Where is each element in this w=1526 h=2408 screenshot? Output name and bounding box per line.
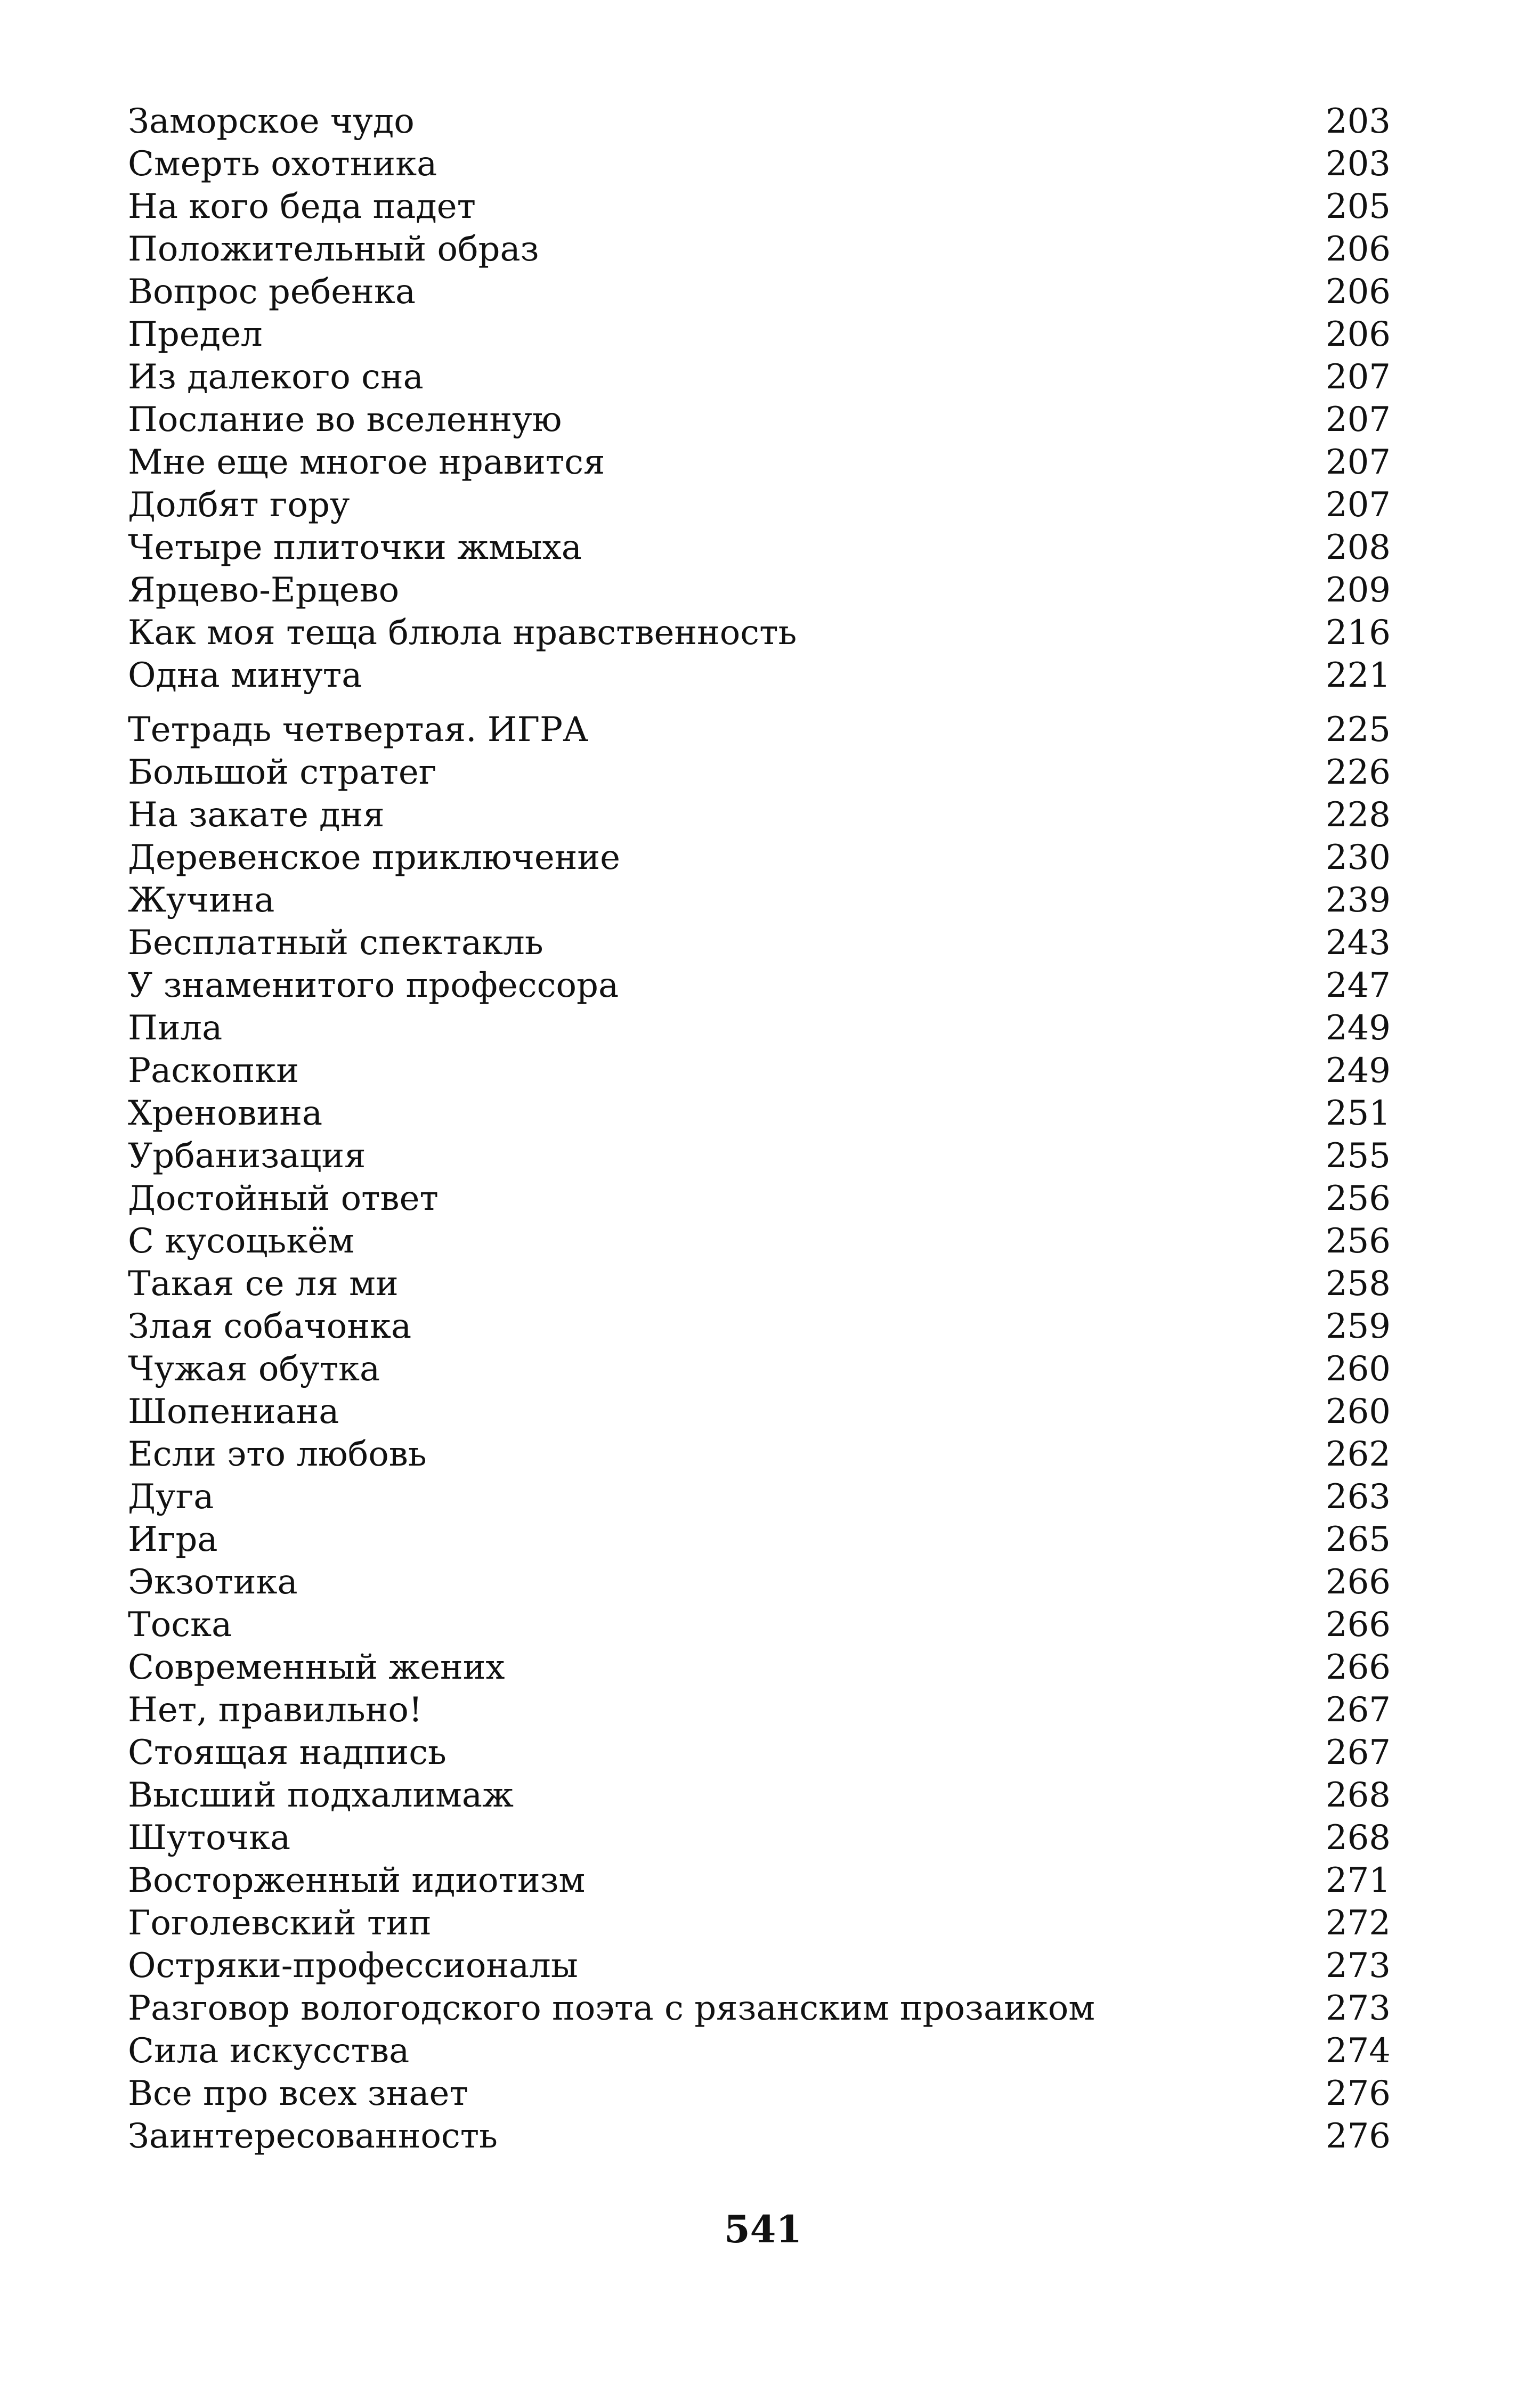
toc-entry — [128, 709, 1391, 751]
toc-entry-title: Вопрос ребенка — [128, 272, 416, 312]
toc-entry — [128, 271, 1391, 313]
toc-entry — [128, 922, 1391, 964]
toc-entry — [128, 2072, 1391, 2115]
toc-entry-title: Шопениана — [128, 1392, 339, 1431]
toc-entry-page: 206 — [1325, 272, 1391, 312]
toc-entry — [128, 143, 1391, 185]
toc-entry — [128, 228, 1391, 271]
toc-entry-page: 207 — [1325, 485, 1391, 525]
toc-entry-page: 276 — [1325, 2074, 1391, 2113]
toc-entry-title: Остряки-профессионалы — [128, 1946, 578, 1986]
toc-entry — [128, 1859, 1391, 1902]
toc-entry-title: Хреновина — [128, 1094, 323, 1133]
toc-entry — [128, 1433, 1391, 1476]
toc-entry-page: 267 — [1325, 1690, 1391, 1730]
toc-entry-title: Послание во вселенную — [128, 400, 562, 440]
toc-entry — [128, 879, 1391, 922]
toc-entry-title: Если это любовь — [128, 1435, 427, 1474]
toc-entry-title: Стоящая надпись — [128, 1733, 447, 1772]
toc-entry-title: Гоголевский тип — [128, 1903, 432, 1943]
toc-entry-title: Большой стратег — [128, 753, 437, 792]
toc-entry — [128, 964, 1391, 1007]
toc-entry-title: Урбанизация — [128, 1136, 366, 1176]
toc-entry-title: Заинтересованность — [128, 2117, 498, 2156]
toc-entry-title: Пила — [128, 1008, 223, 1048]
toc-entry — [128, 1817, 1391, 1859]
toc-entry-page: 205 — [1325, 187, 1391, 226]
toc-entry — [128, 484, 1391, 526]
toc-entry-page: 207 — [1325, 400, 1391, 440]
toc-entry-page: 263 — [1325, 1477, 1391, 1517]
toc-entry-page: 273 — [1325, 1989, 1391, 2028]
toc-entry-page: 276 — [1325, 2117, 1391, 2156]
toc-entry — [128, 1007, 1391, 1050]
toc-entry-page: 259 — [1325, 1307, 1391, 1346]
toc-entry-title: Высший подхалимаж — [128, 1776, 514, 1815]
page-number: 541 — [724, 2207, 802, 2251]
toc-entry-page: 268 — [1325, 1776, 1391, 1815]
toc-entry-page: 203 — [1325, 102, 1391, 141]
toc-entry — [128, 1518, 1391, 1561]
toc-entry — [128, 185, 1391, 228]
table-of-contents — [128, 100, 1391, 2158]
toc-entry-title: Тетрадь четвертая. ИГРА — [128, 710, 589, 750]
toc-entry-title: С кусоцькём — [128, 1222, 354, 1261]
toc-entry-page: 226 — [1325, 753, 1391, 792]
toc-entry-title: Сила искусства — [128, 2031, 410, 2071]
toc-entry-page: 268 — [1325, 1818, 1391, 1858]
toc-entry — [128, 441, 1391, 484]
toc-entry — [128, 612, 1391, 654]
toc-entry-title: Четыре плиточки жмыха — [128, 528, 582, 567]
toc-entry-title: Смерть охотника — [128, 144, 437, 184]
toc-entry-title: Раскопки — [128, 1051, 299, 1091]
toc-entry-page: 207 — [1325, 443, 1391, 482]
toc-entry-page: 243 — [1325, 923, 1391, 963]
toc-entry — [128, 1604, 1391, 1646]
toc-entry-title: Все про всех знает — [128, 2074, 468, 2113]
toc-entry-title: Такая се ля ми — [128, 1264, 399, 1304]
toc-entry-page: 209 — [1325, 571, 1391, 610]
toc-entry — [128, 1177, 1391, 1220]
toc-entry-page: 262 — [1325, 1435, 1391, 1474]
toc-entry-page: 207 — [1325, 357, 1391, 397]
toc-entry — [128, 794, 1391, 836]
toc-entry-title: Разговор вологодского поэта с рязанским прозаиком — [128, 1989, 1095, 2028]
toc-entry-page: 260 — [1325, 1392, 1391, 1431]
toc-entry-page: 206 — [1325, 230, 1391, 269]
toc-entry-title: Тоска — [128, 1605, 232, 1645]
toc-entry — [128, 1050, 1391, 1092]
toc-entry-page: 228 — [1325, 795, 1391, 835]
toc-section-2 — [128, 709, 1391, 2158]
toc-entry-page: 265 — [1325, 1520, 1391, 1559]
toc-entry — [128, 1092, 1391, 1135]
toc-entry-title: Деревенское приключение — [128, 838, 620, 877]
toc-entry-title: На кого беда падет — [128, 187, 476, 226]
toc-entry-title: Заморское чудо — [128, 102, 415, 141]
toc-entry-page: 208 — [1325, 528, 1391, 567]
toc-entry-page: 266 — [1325, 1605, 1391, 1645]
toc-entry-title: Шуточка — [128, 1818, 291, 1858]
toc-entry-title: На закате дня — [128, 795, 385, 835]
toc-entry — [128, 398, 1391, 441]
toc-entry-page: 221 — [1325, 656, 1391, 695]
toc-entry-page: 216 — [1325, 613, 1391, 653]
toc-entry-page: 251 — [1325, 1094, 1391, 1133]
toc-entry — [128, 1390, 1391, 1433]
toc-entry-page: 256 — [1325, 1222, 1391, 1261]
toc-entry — [128, 313, 1391, 356]
toc-entry-title: У знаменитого профессора — [128, 966, 619, 1005]
toc-entry-page: 225 — [1325, 710, 1391, 750]
toc-entry-title: Как моя теща блюла нравственность — [128, 613, 797, 653]
toc-entry — [128, 1348, 1391, 1390]
toc-entry-title: Достойный ответ — [128, 1179, 439, 1218]
toc-entry — [128, 836, 1391, 879]
toc-entry-page: 274 — [1325, 2031, 1391, 2071]
toc-entry-title: Из далекого сна — [128, 357, 424, 397]
toc-entry-page: 203 — [1325, 144, 1391, 184]
toc-entry-page: 230 — [1325, 838, 1391, 877]
toc-entry — [128, 1220, 1391, 1263]
toc-entry-page: 266 — [1325, 1648, 1391, 1687]
toc-entry-page: 267 — [1325, 1733, 1391, 1772]
toc-entry — [128, 2115, 1391, 2158]
toc-entry-title: Бесплатный спектакль — [128, 923, 543, 963]
toc-entry-title: Положительный образ — [128, 230, 539, 269]
toc-entry — [128, 1135, 1391, 1177]
toc-entry-page: 249 — [1325, 1008, 1391, 1048]
toc-entry-title: Жучина — [128, 881, 275, 920]
toc-entry — [128, 1561, 1391, 1604]
toc-entry — [128, 1774, 1391, 1817]
toc-entry-page: 273 — [1325, 1946, 1391, 1986]
toc-entry — [128, 569, 1391, 612]
toc-entry — [128, 1689, 1391, 1731]
toc-entry-page: 260 — [1325, 1349, 1391, 1389]
toc-entry-page: 266 — [1325, 1563, 1391, 1602]
toc-entry — [128, 526, 1391, 569]
toc-entry-page: 247 — [1325, 966, 1391, 1005]
toc-entry — [128, 1305, 1391, 1348]
toc-entry-title: Современный жених — [128, 1648, 505, 1687]
toc-entry — [128, 1731, 1391, 1774]
toc-entry-title: Восторженный идиотизм — [128, 1861, 586, 1900]
toc-entry-title: Долбят гору — [128, 485, 350, 525]
toc-entry-page: 206 — [1325, 315, 1391, 354]
toc-entry-title: Нет, правильно! — [128, 1690, 423, 1730]
toc-entry-title: Дуга — [128, 1477, 214, 1517]
toc-entry-title: Экзотика — [128, 1563, 298, 1602]
toc-entry — [128, 1987, 1391, 2030]
toc-entry — [128, 751, 1391, 794]
toc-entry-page: 271 — [1325, 1861, 1391, 1900]
toc-entry-title: Игра — [128, 1520, 218, 1559]
toc-entry — [128, 100, 1391, 143]
toc-entry-page: 258 — [1325, 1264, 1391, 1304]
toc-entry-title: Одна минута — [128, 656, 362, 695]
toc-entry — [128, 1945, 1391, 1987]
toc-entry — [128, 2030, 1391, 2072]
toc-entry-page: 249 — [1325, 1051, 1391, 1091]
toc-entry-page: 255 — [1325, 1136, 1391, 1176]
toc-entry-title: Предел — [128, 315, 263, 354]
toc-entry-title: Мне еще многое нравится — [128, 443, 605, 482]
toc-entry — [128, 1646, 1391, 1689]
toc-section-1 — [128, 100, 1391, 697]
toc-entry-title: Злая собачонка — [128, 1307, 412, 1346]
toc-entry-title: Чужая обутка — [128, 1349, 380, 1389]
toc-entry — [128, 356, 1391, 398]
toc-entry — [128, 654, 1391, 697]
toc-entry — [128, 1263, 1391, 1305]
toc-entry-page: 256 — [1325, 1179, 1391, 1218]
toc-entry — [128, 1902, 1391, 1945]
toc-entry-page: 239 — [1325, 881, 1391, 920]
toc-entry-page: 272 — [1325, 1903, 1391, 1943]
toc-entry — [128, 1476, 1391, 1518]
toc-entry-title: Ярцево-Ерцево — [128, 571, 400, 610]
